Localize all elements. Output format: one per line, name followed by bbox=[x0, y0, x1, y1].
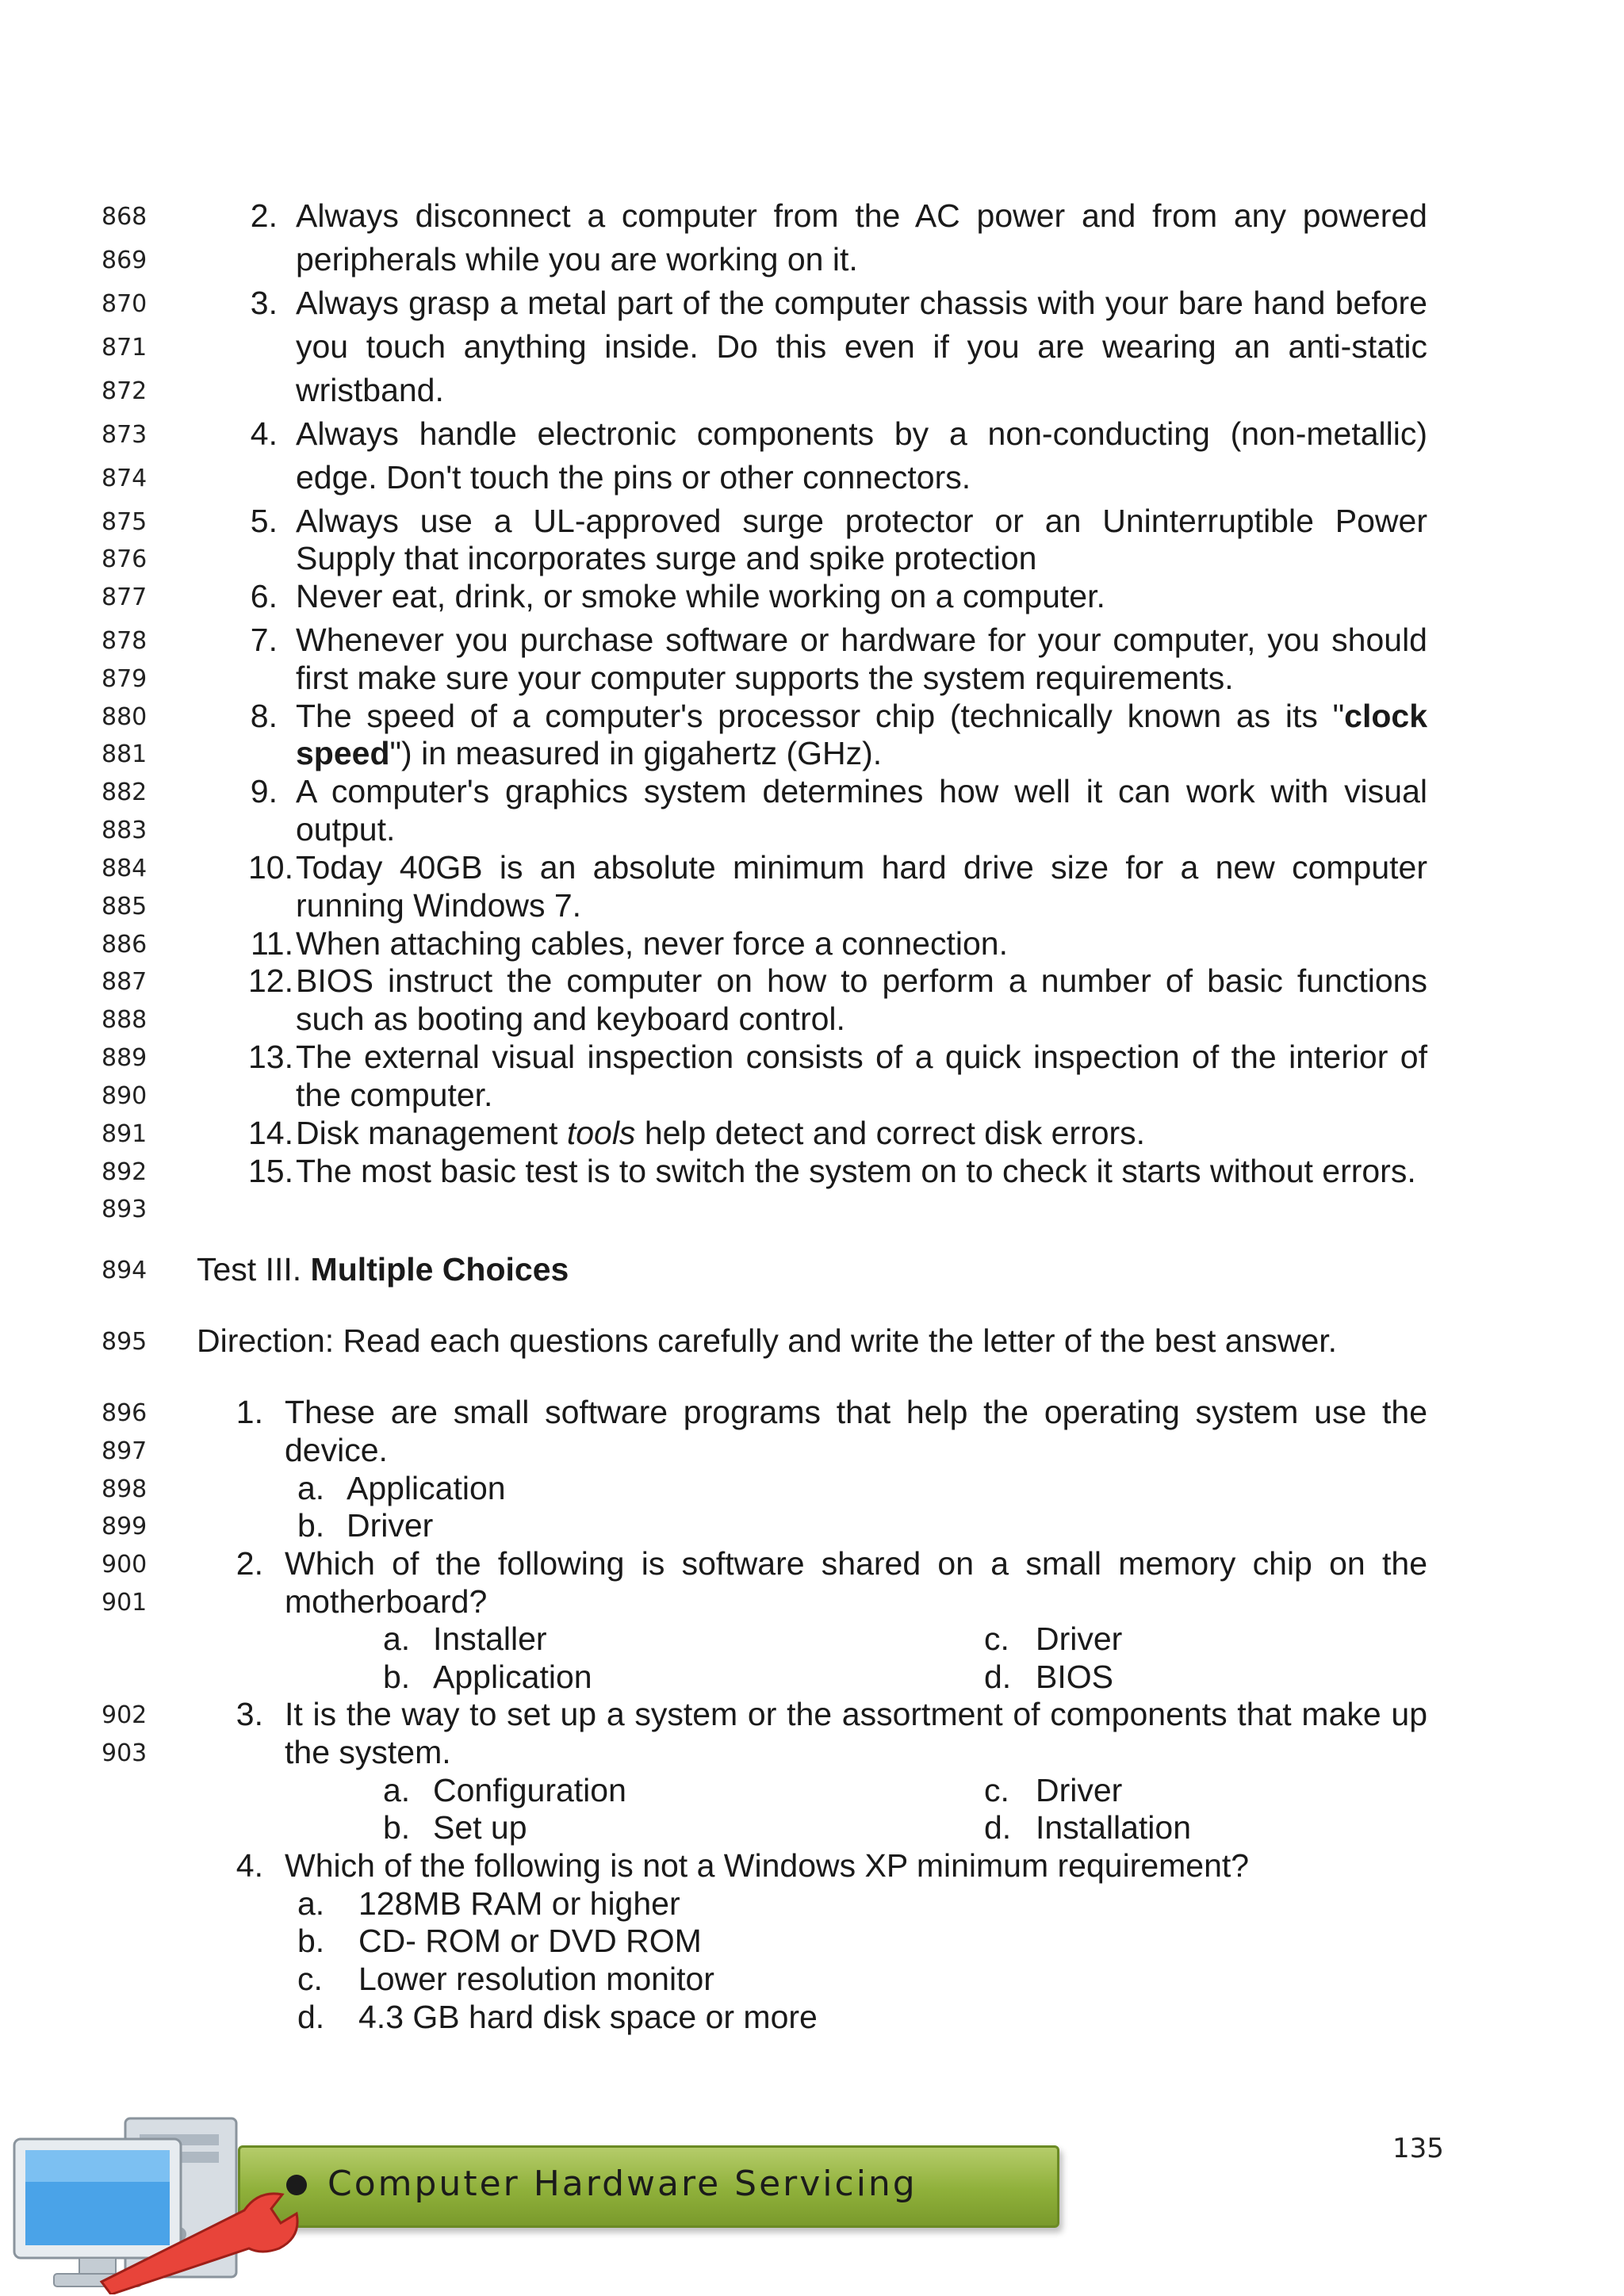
statement-line: Supply that incorporates surge and spike protection bbox=[296, 540, 1037, 576]
option-letter: a. bbox=[297, 1885, 325, 1922]
statement-line: The most basic test is to switch the system on to check it starts without errors. bbox=[296, 1153, 1416, 1189]
question-number: 4. bbox=[236, 1847, 263, 1884]
line-number: 891 bbox=[102, 1120, 147, 1148]
question-text: motherboard? bbox=[285, 1583, 488, 1620]
question-number: 2. bbox=[236, 1545, 263, 1582]
line-number: 885 bbox=[102, 893, 147, 920]
option-text: 128MB RAM or higher bbox=[358, 1885, 680, 1922]
list-number: 2. bbox=[250, 197, 278, 234]
bold-term: clock bbox=[1344, 698, 1427, 734]
line-number: 868 bbox=[102, 203, 147, 231]
line-number: 877 bbox=[102, 584, 147, 611]
footer-banner bbox=[238, 2145, 1059, 2228]
line-number: 884 bbox=[102, 855, 147, 882]
line-number: 871 bbox=[102, 334, 147, 362]
footer-title: Computer Hardware Servicing bbox=[327, 2164, 917, 2204]
question-text: the system. bbox=[285, 1734, 451, 1770]
statement-line: output. bbox=[296, 811, 396, 848]
list-number: 8. bbox=[250, 698, 278, 734]
statement-line: Always use a UL-approved surge protector or an Uninterruptible Power bbox=[296, 503, 1427, 539]
list-number: 5. bbox=[250, 503, 278, 539]
statement-line: Whenever you purchase software or hardware for your computer, you should bbox=[296, 622, 1427, 658]
line-number: 876 bbox=[102, 545, 147, 573]
italic-term: tools bbox=[566, 1115, 636, 1151]
list-number: 6. bbox=[250, 578, 278, 614]
statement-text: help detect and correct disk errors. bbox=[635, 1115, 1146, 1151]
option-text: Driver bbox=[1036, 1621, 1123, 1657]
option-text: Lower resolution monitor bbox=[358, 1961, 714, 1997]
option-text: Installation bbox=[1036, 1809, 1192, 1846]
page-number: 135 bbox=[1392, 2133, 1444, 2164]
line-number: 889 bbox=[102, 1044, 147, 1072]
list-number: 9. bbox=[250, 773, 278, 809]
line-number: 893 bbox=[102, 1196, 147, 1223]
option-letter: d. bbox=[984, 1659, 1012, 1695]
statement-line: you touch anything inside. Do this even if you are wearing an anti-static bbox=[296, 328, 1427, 365]
line-number: 882 bbox=[102, 779, 147, 806]
statement-line: wristband. bbox=[296, 372, 444, 408]
list-number: 14. bbox=[248, 1115, 293, 1151]
line-number: 887 bbox=[102, 968, 147, 996]
statement-line: BIOS instruct the computer on how to perform a number of basic functions bbox=[296, 962, 1427, 999]
statement-line: A computer's graphics system determines how well it can work with visual bbox=[296, 773, 1427, 809]
section-heading-title: Multiple Choices bbox=[310, 1251, 569, 1288]
question-text: Which of the following is not a Windows XP minimum requirement? bbox=[285, 1847, 1250, 1884]
line-number: 869 bbox=[102, 247, 147, 274]
computer-wrench-logo bbox=[6, 2115, 347, 2294]
line-number: 903 bbox=[102, 1739, 147, 1767]
option-text: BIOS bbox=[1036, 1659, 1113, 1695]
option-letter: a. bbox=[297, 1470, 325, 1506]
line-number: 894 bbox=[102, 1257, 147, 1284]
statement-line: the computer. bbox=[296, 1077, 493, 1113]
statement-line: such as booting and keyboard control. bbox=[296, 1001, 845, 1037]
line-number: 875 bbox=[102, 508, 147, 536]
section-heading-prefix: Test III. bbox=[197, 1251, 311, 1288]
line-number: 874 bbox=[102, 465, 147, 492]
statement-text: Disk management bbox=[296, 1115, 567, 1151]
bold-term: speed bbox=[296, 735, 390, 771]
question-number: 1. bbox=[236, 1394, 263, 1430]
option-letter: a. bbox=[383, 1772, 411, 1808]
statement-text: ") in measured in gigahertz (GHz). bbox=[389, 735, 883, 771]
direction-text: Direction: Read each questions carefully and write the letter of the best answer. bbox=[197, 1322, 1338, 1359]
question-text: Which of the following is software shared on a small memory chip on the bbox=[285, 1545, 1427, 1582]
statement-line: Always handle electronic components by a non-conducting (non-metallic) bbox=[296, 415, 1427, 452]
option-text: Set up bbox=[433, 1809, 527, 1846]
statement-line bbox=[296, 1114, 1145, 1152]
option-text: Configuration bbox=[433, 1772, 626, 1808]
statement-line: When attaching cables, never force a connection. bbox=[296, 925, 1008, 962]
list-number: 4. bbox=[250, 415, 278, 452]
option-letter: b. bbox=[297, 1923, 325, 1959]
option-letter: a. bbox=[383, 1621, 411, 1657]
statement-line: Today 40GB is an absolute minimum hard drive size for a new computer bbox=[296, 849, 1427, 886]
line-number: 886 bbox=[102, 931, 147, 959]
option-letter: c. bbox=[297, 1961, 323, 1997]
list-number: 13. bbox=[248, 1039, 293, 1075]
option-letter: d. bbox=[984, 1809, 1012, 1846]
line-number: 902 bbox=[102, 1701, 147, 1729]
line-number: 890 bbox=[102, 1082, 147, 1110]
line-number: 888 bbox=[102, 1006, 147, 1034]
option-letter: b. bbox=[297, 1507, 325, 1544]
option-text: Application bbox=[347, 1470, 506, 1506]
option-letter: d. bbox=[297, 1999, 325, 2035]
statement-line bbox=[296, 734, 882, 772]
line-number: 873 bbox=[102, 421, 147, 449]
line-number: 899 bbox=[102, 1513, 147, 1540]
statement-line: running Windows 7. bbox=[296, 887, 582, 924]
statement-line: first make sure your computer supports the system requirements. bbox=[296, 660, 1234, 696]
option-letter: c. bbox=[984, 1772, 1009, 1808]
statement-line: Always disconnect a computer from the AC power and from any powered bbox=[296, 197, 1427, 234]
statement-line: edge. Don't touch the pins or other connectors. bbox=[296, 459, 971, 496]
statement-text: The speed of a computer's processor chip (technically known as its " bbox=[296, 698, 1345, 734]
line-number: 900 bbox=[102, 1551, 147, 1578]
line-number: 901 bbox=[102, 1589, 147, 1617]
line-number: 896 bbox=[102, 1399, 147, 1427]
question-text: device. bbox=[285, 1432, 388, 1468]
line-number: 883 bbox=[102, 817, 147, 844]
line-number: 895 bbox=[102, 1328, 147, 1356]
line-number: 880 bbox=[102, 703, 147, 731]
statement-line: peripherals while you are working on it. bbox=[296, 241, 858, 277]
line-number: 870 bbox=[102, 290, 147, 318]
option-letter: b. bbox=[383, 1809, 411, 1846]
list-number: 11. bbox=[251, 925, 293, 962]
option-text: 4.3 GB hard disk space or more bbox=[358, 1999, 818, 2035]
option-text: Installer bbox=[433, 1621, 547, 1657]
line-number: 892 bbox=[102, 1158, 147, 1186]
list-number: 10. bbox=[248, 849, 293, 886]
option-text: CD- ROM or DVD ROM bbox=[358, 1923, 702, 1959]
option-letter: b. bbox=[383, 1659, 411, 1695]
statement-line: The external visual inspection consists of a quick inspection of the interior of bbox=[296, 1039, 1427, 1075]
line-number: 898 bbox=[102, 1475, 147, 1503]
option-text: Driver bbox=[1036, 1772, 1123, 1808]
line-number: 897 bbox=[102, 1437, 147, 1465]
question-text: It is the way to set up a system or the assortment of components that make up bbox=[285, 1696, 1427, 1732]
question-number: 3. bbox=[236, 1696, 263, 1732]
statement-line: Never eat, drink, or smoke while working on a computer. bbox=[296, 578, 1105, 614]
line-number: 879 bbox=[102, 665, 147, 693]
list-number: 7. bbox=[250, 622, 278, 658]
list-number: 12. bbox=[248, 962, 293, 999]
option-text: Driver bbox=[347, 1507, 434, 1544]
statement-line: Always grasp a metal part of the computer chassis with your bare hand before bbox=[296, 285, 1427, 321]
option-letter: c. bbox=[984, 1621, 1009, 1657]
list-number: 15. bbox=[248, 1153, 293, 1189]
statement-line bbox=[296, 697, 1427, 735]
line-number: 872 bbox=[102, 377, 147, 405]
option-text: Application bbox=[433, 1659, 592, 1695]
line-number: 881 bbox=[102, 740, 147, 768]
section-heading bbox=[197, 1250, 569, 1288]
line-number: 878 bbox=[102, 627, 147, 655]
question-text: These are small software programs that help the operating system use the bbox=[285, 1394, 1427, 1430]
list-number: 3. bbox=[250, 285, 278, 321]
